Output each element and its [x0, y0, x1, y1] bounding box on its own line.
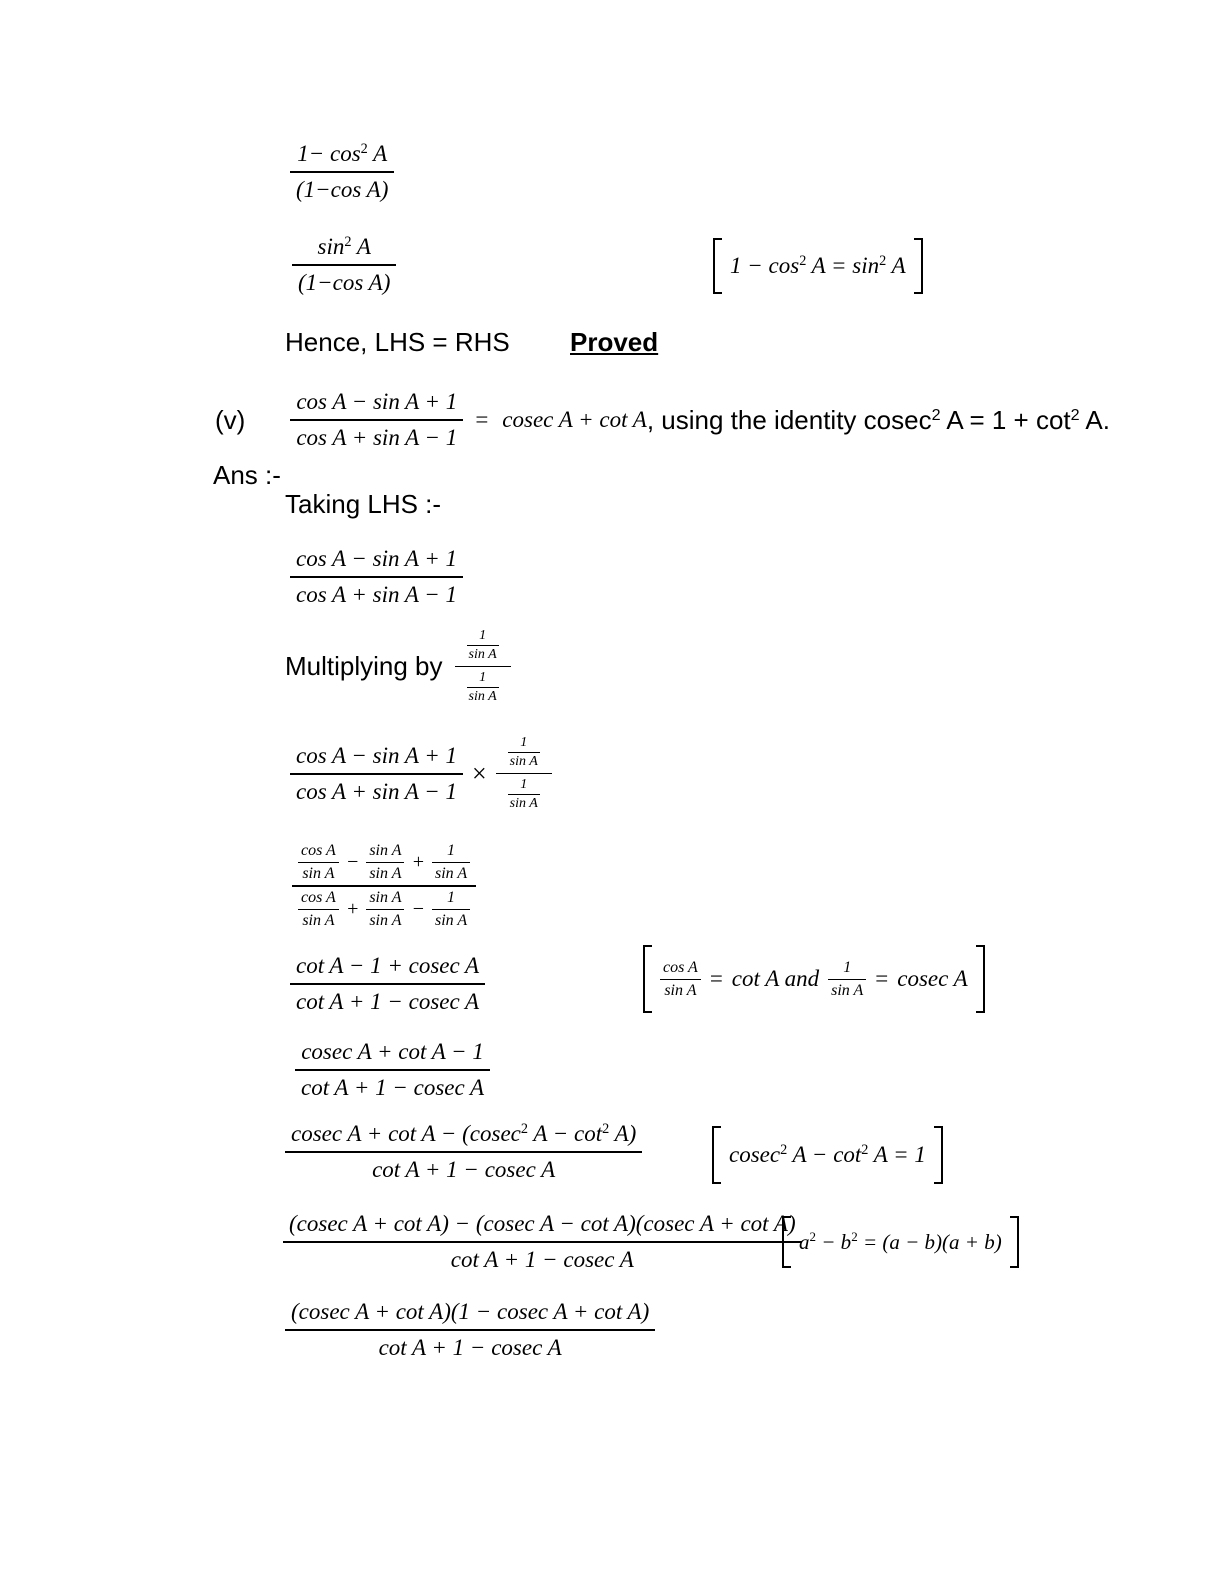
- numerator: $\frac{\text{cos A}}{\text{sin A}}$ − $\frac{\text{sin A}}{\text{sin A}}$ + $\frac{1}{\text{sin A}}$: [292, 840, 476, 885]
- equation-frac-one-minus-cos-squared: [290, 140, 394, 204]
- equation-lhs-fraction: [290, 545, 463, 609]
- note-text: A − cot: [787, 1142, 862, 1167]
- exponent: 2: [602, 1121, 610, 1138]
- left-bracket: [782, 1216, 791, 1268]
- proved-label: Proved: [570, 327, 659, 357]
- denominator: cos A + sin A − 1: [290, 419, 463, 452]
- conclusion-text: Hence, LHS = RHS: [285, 327, 510, 357]
- numerator: cos A − sin A + 1: [296, 389, 458, 414]
- question-label: (v): [215, 404, 246, 435]
- taking-lhs-label: Taking LHS :-: [285, 489, 442, 519]
- numerator: cos A − sin A + 1: [296, 546, 457, 571]
- equation-frac-sin-squared: [292, 233, 396, 297]
- nested-fraction: [455, 628, 511, 705]
- numerator: (cosec A + cot A) − (cosec A − cot A)(cosec A + cot A): [289, 1211, 796, 1236]
- note-body: [721, 1126, 934, 1184]
- note-body: [791, 1216, 1010, 1268]
- left-bracket: [713, 238, 722, 294]
- fraction: [290, 952, 485, 1016]
- nested-denominator: $\frac{1}{\text{sin A}}$: [455, 666, 511, 705]
- exponent: 2: [861, 1142, 869, 1159]
- denominator: cos A + sin A − 1: [290, 773, 463, 806]
- fraction: [283, 1210, 802, 1274]
- left-bracket: [643, 945, 652, 1013]
- denominator: cot A + 1 − cosec A: [285, 1329, 655, 1362]
- numerator: [290, 140, 394, 171]
- identity-note-cosec-cot: [712, 1126, 943, 1184]
- exponent: 2: [520, 1121, 529, 1138]
- identity-note-difference-of-squares: [782, 1216, 1019, 1268]
- right-bracket: [976, 945, 985, 1013]
- note-text: A = 1: [868, 1142, 926, 1167]
- denominator: cot A + 1 − cosec A: [290, 983, 485, 1016]
- exponent: 2: [360, 141, 368, 158]
- exponent: 2: [799, 253, 807, 270]
- equation-substituted-fraction: [285, 1120, 642, 1184]
- denominator: cot A + 1 − cosec A: [285, 1151, 642, 1184]
- denominator: cot A + 1 − cosec A: [295, 1069, 490, 1102]
- denominator: cos A + sin A − 1: [290, 576, 463, 609]
- numerator: [292, 233, 396, 264]
- equation-cot-fraction: [290, 952, 485, 1016]
- equation-final-fraction: [285, 1298, 655, 1362]
- numerator-text: 1− cos: [297, 141, 361, 166]
- equation-times-row: [290, 735, 552, 812]
- question-rhs: cosec A + cot A: [502, 407, 647, 432]
- note-text: − b: [816, 1229, 852, 1254]
- denominator: (1−cos A): [290, 171, 394, 204]
- note-text: A: [886, 253, 906, 278]
- question-text: , using the identity cosec$^2$ $A = 1 + \cot^2 A$.: [646, 404, 1110, 435]
- operator: +: [411, 851, 425, 873]
- exponent: 2: [879, 253, 887, 270]
- nested-denominator: $\frac{1}{\text{sin A}}$: [496, 773, 552, 812]
- exponent: 2: [931, 405, 941, 424]
- fraction: [285, 1120, 642, 1184]
- identity-note-cot-cosec: [643, 945, 985, 1013]
- denominator: (1−cos A): [292, 264, 396, 297]
- identity-note-pythagorean: [713, 238, 923, 294]
- note-body: $\frac{\text{cos A}}{\text{sin A}}$ = cot A and $\frac{1}{\text{sin A}}$ = cosec A: [652, 945, 976, 1013]
- fraction: [292, 233, 396, 297]
- times-sign: ×: [471, 758, 487, 788]
- exponent: 2: [1070, 405, 1080, 424]
- equals-sign: =: [475, 407, 489, 432]
- answer-label: Ans :-: [213, 460, 281, 490]
- exponent: 2: [780, 1142, 788, 1159]
- equation-expanded-fraction: [292, 840, 476, 932]
- operator: +: [345, 898, 360, 920]
- note-text: cosec: [729, 1142, 781, 1167]
- numerator: cosec A + cot A − (cosec$^2$ $A - \cot^2 A$): [291, 1121, 637, 1146]
- exponent: 2: [809, 1229, 817, 1245]
- numerator: (cosec A + cot A)(1 − cosec A + cot A): [291, 1299, 650, 1324]
- fraction: [295, 1038, 490, 1102]
- note-text: = (a − b)(a + b): [857, 1229, 1002, 1254]
- right-bracket: [1010, 1216, 1019, 1268]
- denominator: $\frac{\text{cos A}}{\text{sin A}}$ + $\frac{\text{sin A}}{\text{sin A}}$ − $\frac{1}{\text{sin A}}$: [292, 885, 476, 932]
- fraction: [290, 742, 463, 806]
- equals-sign: =: [875, 966, 889, 991]
- operator: −: [411, 898, 425, 920]
- equation-factored-fraction: [283, 1210, 802, 1274]
- fraction: [285, 1298, 655, 1362]
- numerator-text: A: [351, 234, 371, 259]
- note-text: cosec A: [897, 966, 968, 991]
- fraction: [290, 545, 463, 609]
- fraction: [292, 840, 476, 932]
- nested-numerator: $\frac{1}{\text{sin A}}$: [509, 735, 538, 769]
- numerator-text: A: [367, 141, 388, 166]
- question-v-row: [215, 388, 1110, 452]
- left-bracket: [712, 1126, 721, 1184]
- question-fraction: [290, 388, 463, 452]
- numerator: cos A − sin A + 1: [296, 742, 457, 768]
- exponent: 2: [344, 234, 352, 251]
- numerator-text: sin: [317, 234, 345, 259]
- equals-sign: =: [709, 966, 723, 991]
- right-bracket: [914, 238, 923, 294]
- note-text: 1 − cos: [730, 253, 800, 278]
- fraction: [290, 140, 394, 204]
- numerator: cot A − 1 + cosec A: [296, 953, 480, 978]
- equation-rearranged-fraction: [295, 1038, 490, 1102]
- note-text: cot A and: [731, 966, 820, 991]
- multiplying-row: [285, 628, 511, 705]
- nested-numerator: $\frac{1}{\text{sin A}}$: [468, 628, 497, 662]
- note-text: a: [799, 1229, 810, 1254]
- operator: −: [345, 851, 360, 873]
- exponent: 2: [851, 1229, 858, 1245]
- numerator: cosec A + cot A − 1: [301, 1039, 484, 1064]
- note-text: A = sin: [806, 253, 880, 278]
- multiplying-label: Multiplying by: [285, 651, 443, 681]
- nested-fraction: [496, 735, 552, 812]
- denominator: cot A + 1 − cosec A: [283, 1241, 802, 1274]
- right-bracket: [934, 1126, 943, 1184]
- note-body: [722, 238, 914, 294]
